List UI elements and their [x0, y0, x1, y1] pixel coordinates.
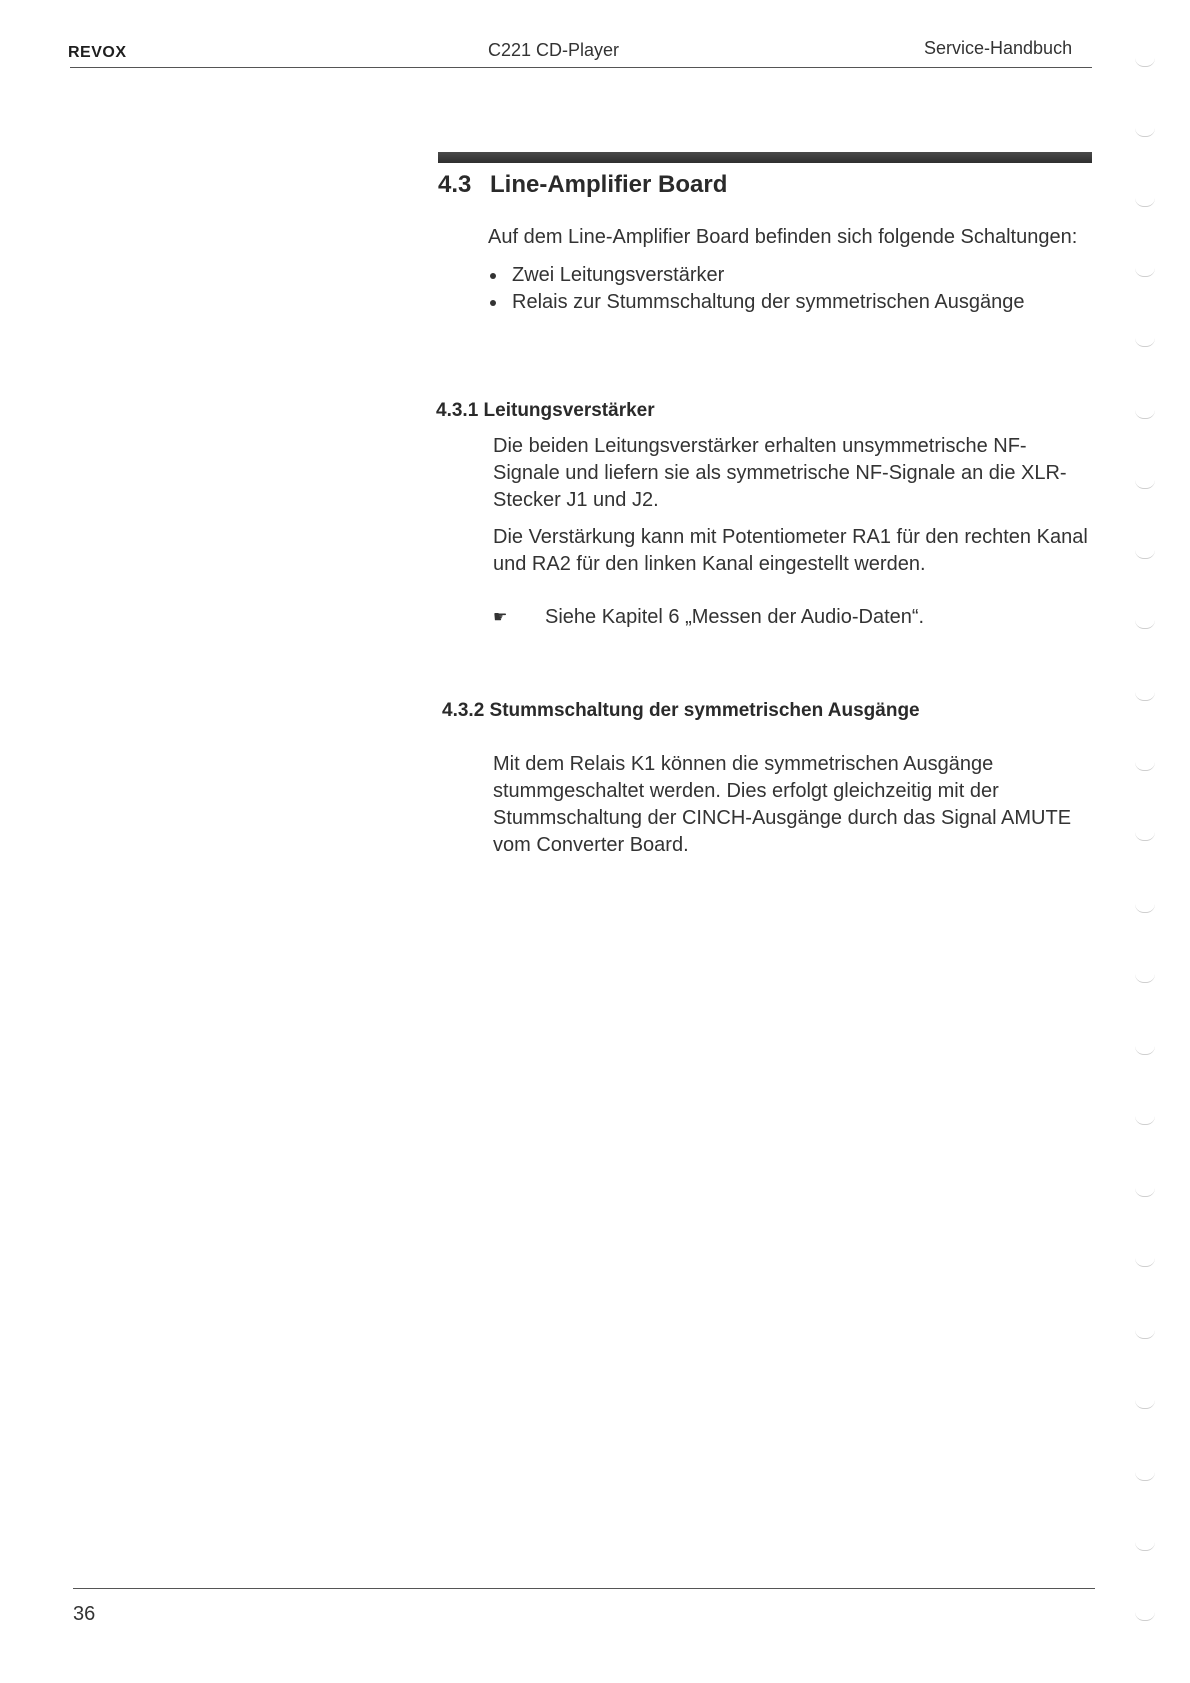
- list-item: Zwei Leitungsverstärker: [488, 262, 1024, 289]
- brand-logo: REVOX: [68, 44, 127, 61]
- section-title: Line-Amplifier Board: [490, 171, 728, 198]
- footer-divider: [73, 1588, 1095, 1589]
- note-text: Siehe Kapitel 6 „Messen der Audio-Daten“.: [545, 606, 925, 628]
- pointing-hand-icon: ☛: [493, 609, 508, 626]
- cross-reference-note: [493, 604, 924, 631]
- binder-hole: [1135, 1188, 1155, 1197]
- section-intro: Auf dem Line-Amplifier Board befinden sich folgende Schaltungen:: [488, 226, 1078, 248]
- binder-hole: [1135, 904, 1155, 913]
- binder-hole: [1135, 550, 1155, 559]
- list-item: Relais zur Stummschaltung der symmetrischen Ausgänge: [488, 289, 1024, 316]
- binder-hole: [1135, 58, 1155, 67]
- paragraph: Die Verstärkung kann mit Potentiometer RA1 für den rechten Kanal und RA2 für den linken Kanal eingestellt werden.: [493, 526, 1088, 575]
- manual-type: Service-Handbuch: [924, 38, 1073, 58]
- subsection-number: 4.3.2: [442, 700, 485, 721]
- binder-hole: [1135, 1612, 1155, 1621]
- binder-hole: [1135, 1258, 1155, 1267]
- subsection-heading-1: [436, 400, 655, 422]
- subsection-number: 4.3.1: [436, 400, 479, 421]
- binder-hole: [1135, 338, 1155, 347]
- binder-hole: [1135, 1542, 1155, 1551]
- binder-hole: [1135, 198, 1155, 207]
- binder-hole: [1135, 832, 1155, 841]
- binder-hole: [1135, 974, 1155, 983]
- binder-hole: [1135, 1046, 1155, 1055]
- binder-hole: [1135, 268, 1155, 277]
- binder-hole: [1135, 762, 1155, 771]
- binder-hole: [1135, 692, 1155, 701]
- document-title: C221 CD-Player: [488, 40, 620, 60]
- binder-hole: [1135, 1116, 1155, 1125]
- subsection-heading-2: [442, 700, 920, 722]
- page-number: 36: [73, 1603, 96, 1625]
- bullet-icon: [490, 273, 496, 279]
- header-divider: [70, 67, 1092, 68]
- section-heading: [438, 171, 727, 199]
- binder-hole: [1135, 128, 1155, 137]
- binder-hole: [1135, 410, 1155, 419]
- binder-hole: [1135, 1472, 1155, 1481]
- subsection-title: Leitungsverstärker: [483, 400, 655, 421]
- paragraph: Die beiden Leitungsverstärker erhalten unsymmetrische NF-Signale und liefern sie als symmetrische NF-Signale an die XLR-Stecker J1 und J2.: [493, 435, 1067, 511]
- bullet-list: [488, 262, 1024, 316]
- binder-hole: [1135, 480, 1155, 489]
- paragraph: Mit dem Relais K1 können die symmetrischen Ausgänge stummgeschaltet werden. Dies erfolgt gleichzeitig mit der Stummschaltung der CINCH-Ausgänge durch das Signal AMUTE vom Converter Board.: [493, 753, 1072, 856]
- binder-hole: [1135, 620, 1155, 629]
- binder-hole: [1135, 1400, 1155, 1409]
- bullet-icon: [490, 300, 496, 306]
- section-number: 4.3: [438, 171, 472, 198]
- binder-hole: [1135, 1330, 1155, 1339]
- subsection-title: Stummschaltung der symmetrischen Ausgänge: [489, 700, 920, 721]
- section-bar: [438, 152, 1092, 163]
